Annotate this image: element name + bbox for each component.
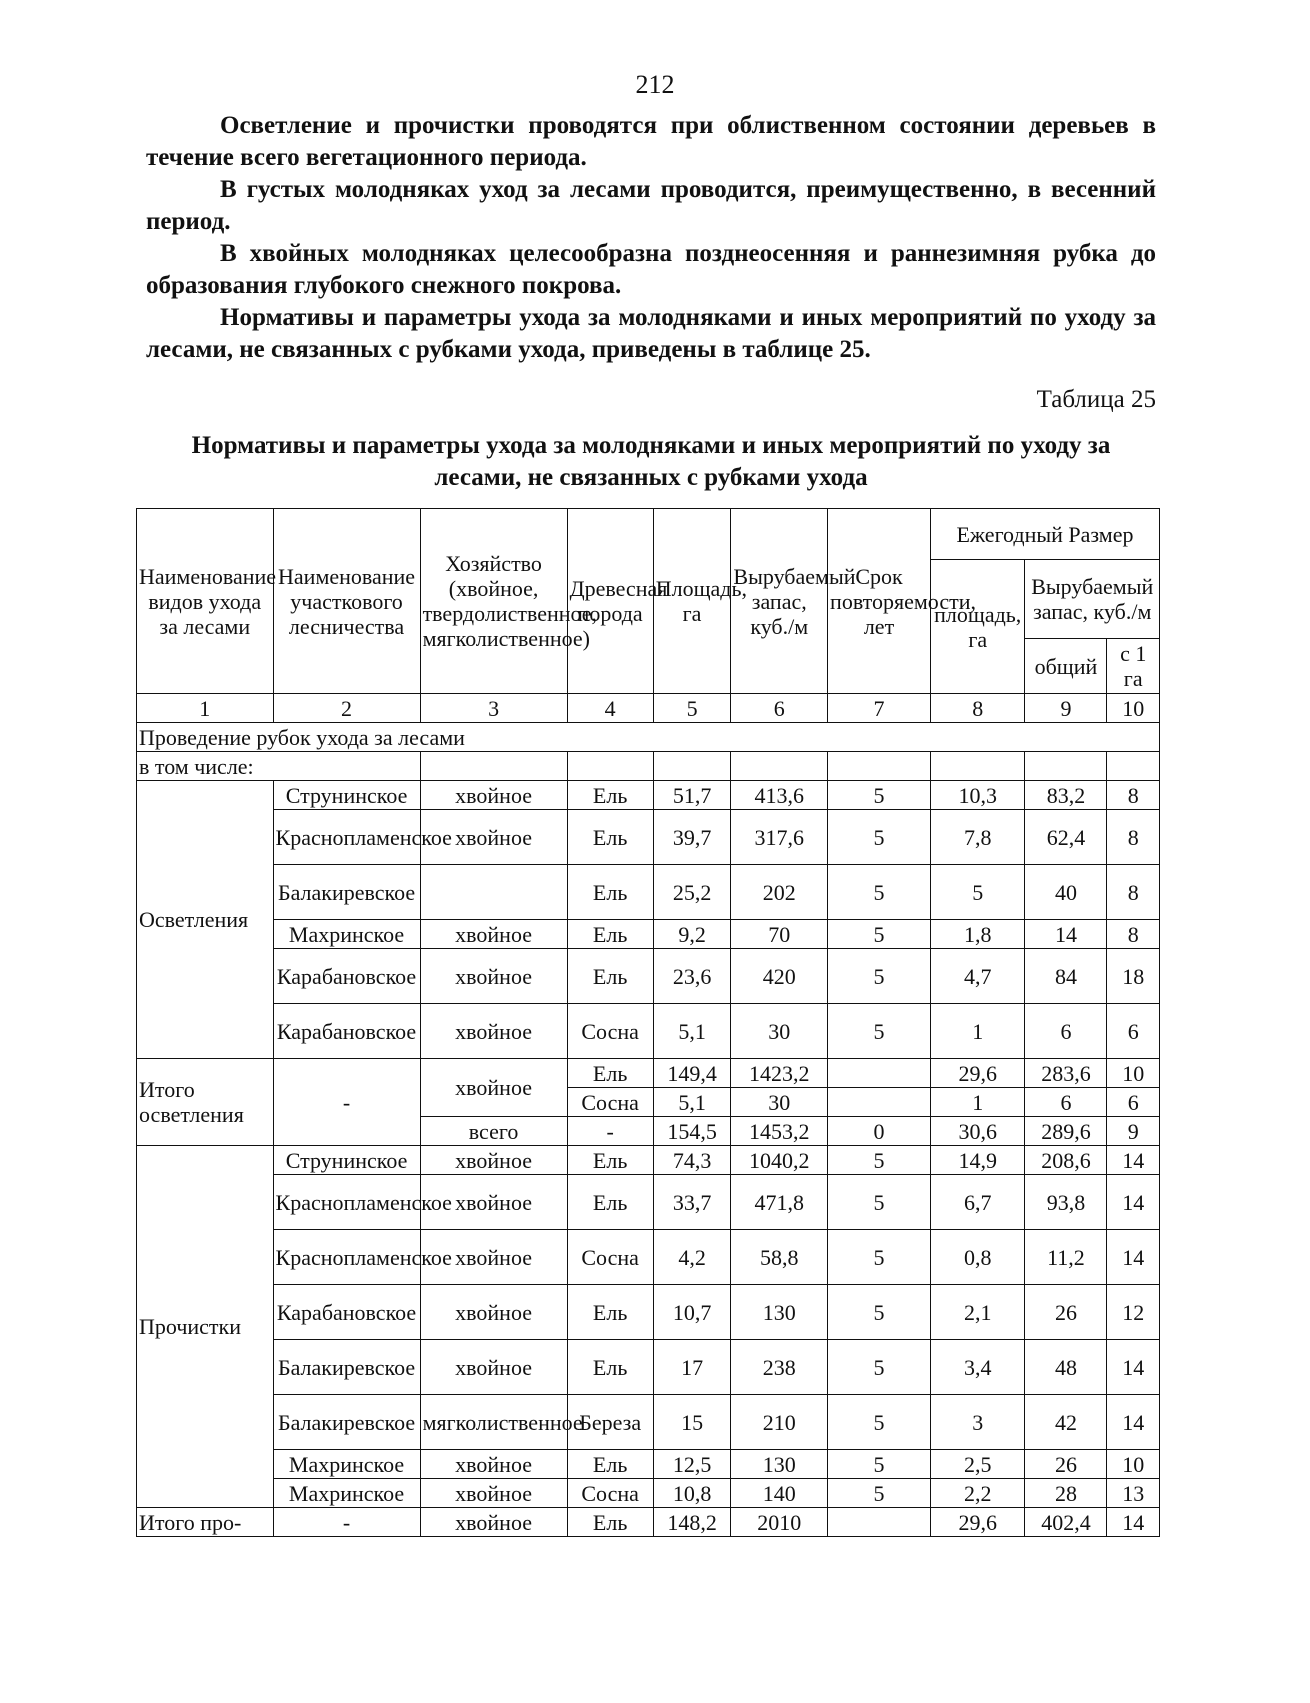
- table-cell: 18: [1107, 949, 1160, 1004]
- table-row: [137, 1450, 1160, 1479]
- table-cell: хвойное: [420, 1230, 567, 1285]
- table-cell: 6: [1025, 1088, 1107, 1117]
- section-row: [137, 723, 1160, 752]
- table-cell: 8: [1107, 781, 1160, 810]
- table-row: [137, 1230, 1160, 1285]
- table-cell: 3: [930, 1395, 1025, 1450]
- table-cell: Ель: [567, 1175, 653, 1230]
- table-cell: хвойное: [420, 1004, 567, 1059]
- table-cell: 10,3: [930, 781, 1025, 810]
- table-cell: Махринское: [273, 1479, 420, 1508]
- table-cell: 30: [731, 1004, 828, 1059]
- body-text: [146, 110, 1156, 366]
- table-cell: 29,6: [930, 1059, 1025, 1088]
- table-cell: 471,8: [731, 1175, 828, 1230]
- empty-cell: [1107, 752, 1160, 781]
- table-cell: 25,2: [653, 865, 731, 920]
- table-cell: 5: [828, 810, 931, 865]
- table-row: [137, 1340, 1160, 1395]
- table-cell: хвойное: [420, 781, 567, 810]
- table-cell: мягколиственное: [420, 1395, 567, 1450]
- table-cell: хвойное: [420, 920, 567, 949]
- paragraph: В густых молодняках уход за лесами проводится, преимущественно, в весенний период.: [146, 176, 1156, 235]
- table-cell: 17: [653, 1340, 731, 1395]
- table-cell: 289,6: [1025, 1117, 1107, 1146]
- table-cell: Краснопламенское: [273, 810, 420, 865]
- table-row: [137, 865, 1160, 920]
- table-cell: 10: [1107, 1059, 1160, 1088]
- subsection-title: в том числе:: [137, 752, 421, 781]
- column-number: 7: [828, 694, 931, 723]
- table-cell: -: [567, 1117, 653, 1146]
- table-cell: 39,7: [653, 810, 731, 865]
- table-row: [137, 1059, 1160, 1088]
- table-cell: Ель: [567, 1340, 653, 1395]
- table-row: [137, 920, 1160, 949]
- column-number: 6: [731, 694, 828, 723]
- table-cell: Краснопламенское: [273, 1175, 420, 1230]
- table-cell: 10,8: [653, 1479, 731, 1508]
- table-cell: 9: [1107, 1117, 1160, 1146]
- table-cell: 1,8: [930, 920, 1025, 949]
- table-cell: [828, 1059, 931, 1088]
- table-row: [137, 781, 1160, 810]
- table-cell: 30: [731, 1088, 828, 1117]
- column-number: 5: [653, 694, 731, 723]
- column-number: 9: [1025, 694, 1107, 723]
- header-cell: Ежегодный Размер: [930, 509, 1159, 560]
- empty-cell: [930, 752, 1025, 781]
- table-cell: 5: [828, 1146, 931, 1175]
- table-cell: 48: [1025, 1340, 1107, 1395]
- column-number: 4: [567, 694, 653, 723]
- table-cell: хвойное: [420, 949, 567, 1004]
- table-cell: 5,1: [653, 1004, 731, 1059]
- table-cell: Итого про-: [137, 1508, 274, 1537]
- table-cell: 6: [1107, 1004, 1160, 1059]
- table-cell: [828, 1088, 931, 1117]
- table-cell: 5: [828, 1479, 931, 1508]
- header-cell: Срок повторяемости, лет: [828, 509, 931, 694]
- table-cell: Ель: [567, 781, 653, 810]
- table-cell: 140: [731, 1479, 828, 1508]
- table-cell: 5,1: [653, 1088, 731, 1117]
- header-cell: Вырубаемый запас, куб./м: [1025, 560, 1160, 639]
- table-cell: 202: [731, 865, 828, 920]
- table-cell: 210: [731, 1395, 828, 1450]
- column-number: 10: [1107, 694, 1160, 723]
- table-cell: Струнинское: [273, 781, 420, 810]
- header-cell: Хозяйство (хвойное, твердолиственное, мягколиственное): [420, 509, 567, 694]
- table-cell: Сосна: [567, 1479, 653, 1508]
- table-cell: 9,2: [653, 920, 731, 949]
- table-cell: 5: [828, 1230, 931, 1285]
- table-cell: 402,4: [1025, 1508, 1107, 1537]
- table-cell: Ель: [567, 865, 653, 920]
- table-cell: хвойное: [420, 1175, 567, 1230]
- table-cell: Балакиревское: [273, 865, 420, 920]
- table-cell: 84: [1025, 949, 1107, 1004]
- table-cell: Краснопламенское: [273, 1230, 420, 1285]
- table-cell: 51,7: [653, 781, 731, 810]
- empty-cell: [1025, 752, 1107, 781]
- table-cell: 12: [1107, 1285, 1160, 1340]
- header-cell: Вырубаемый запас, куб./м: [731, 509, 828, 694]
- table-cell: Ель: [567, 1450, 653, 1479]
- table-cell: 5: [828, 920, 931, 949]
- table-cell: хвойное: [420, 1450, 567, 1479]
- group-label: Прочистки: [137, 1146, 274, 1508]
- table-cell: 0,8: [930, 1230, 1025, 1285]
- table-cell: 2010: [731, 1508, 828, 1537]
- empty-cell: [731, 752, 828, 781]
- table-cell: 420: [731, 949, 828, 1004]
- table-cell: 13: [1107, 1479, 1160, 1508]
- table-cell: 93,8: [1025, 1175, 1107, 1230]
- table-cell: хвойное: [420, 1285, 567, 1340]
- table-row: [137, 1175, 1160, 1230]
- table-cell: хвойное: [420, 1146, 567, 1175]
- table-cell: 62,4: [1025, 810, 1107, 865]
- table-cell: 208,6: [1025, 1146, 1107, 1175]
- paragraph: Осветление и прочистки проводятся при облиственном состоянии деревьев в течение всего вегетационного периода.: [146, 112, 1156, 171]
- table-cell: всего: [420, 1117, 567, 1146]
- table-cell: 2,5: [930, 1450, 1025, 1479]
- table-cell: Ель: [567, 1059, 653, 1088]
- table-cell: Карабановское: [273, 1285, 420, 1340]
- table-cell: 283,6: [1025, 1059, 1107, 1088]
- table-cell: 33,7: [653, 1175, 731, 1230]
- table-cell: Береза: [567, 1395, 653, 1450]
- header-cell: общий: [1025, 639, 1107, 694]
- table-cell: 14: [1107, 1175, 1160, 1230]
- empty-cell: [567, 752, 653, 781]
- table-cell: 42: [1025, 1395, 1107, 1450]
- table-cell: Ель: [567, 920, 653, 949]
- table-cell: 5: [828, 1004, 931, 1059]
- table-cell: 413,6: [731, 781, 828, 810]
- column-number: 2: [273, 694, 420, 723]
- table-cell: 130: [731, 1450, 828, 1479]
- table-cell: 7,8: [930, 810, 1025, 865]
- table-cell: 6: [1107, 1088, 1160, 1117]
- column-number: 8: [930, 694, 1025, 723]
- table-cell: 0: [828, 1117, 931, 1146]
- table-cell: 5: [828, 949, 931, 1004]
- table-cell: 70: [731, 920, 828, 949]
- table-row: [137, 949, 1160, 1004]
- table-cell: 6: [1025, 1004, 1107, 1059]
- column-number: 3: [420, 694, 567, 723]
- table-cell: 10,7: [653, 1285, 731, 1340]
- page-number: 212: [635, 70, 675, 99]
- table-cell: 2,2: [930, 1479, 1025, 1508]
- table-cell: Балакиревское: [273, 1395, 420, 1450]
- header-cell: площадь, га: [930, 560, 1025, 694]
- table-cell: 40: [1025, 865, 1107, 920]
- table-cell: 14: [1107, 1340, 1160, 1395]
- table-cell: 5: [828, 1395, 931, 1450]
- column-number-row: [137, 694, 1160, 723]
- table-cell: Ель: [567, 1146, 653, 1175]
- table-cell: 4,2: [653, 1230, 731, 1285]
- table-cell: 14: [1107, 1508, 1160, 1537]
- table-cell: Сосна: [567, 1088, 653, 1117]
- table-cell: 14: [1025, 920, 1107, 949]
- table-cell: 4,7: [930, 949, 1025, 1004]
- table-cell: 8: [1107, 865, 1160, 920]
- table-cell: [420, 865, 567, 920]
- table-cell: 5: [828, 1340, 931, 1395]
- table-cell: 1: [930, 1088, 1025, 1117]
- table-cell: 11,2: [1025, 1230, 1107, 1285]
- table-cell: 3,4: [930, 1340, 1025, 1395]
- table-cell: Ель: [567, 810, 653, 865]
- paragraph: В хвойных молодняках целесообразна позднеосенняя и раннезимняя рубка до образования глубокого снежного покрова.: [146, 240, 1156, 299]
- table-row: [137, 810, 1160, 865]
- table-cell: Ель: [567, 949, 653, 1004]
- table-cell: Сосна: [567, 1230, 653, 1285]
- table-cell: 148,2: [653, 1508, 731, 1537]
- table-cell: 30,6: [930, 1117, 1025, 1146]
- paragraph: Нормативы и параметры ухода за молодняками и иных мероприятий по уходу за лесами, не связанных с рубками ухода, приведены в таблице 25.: [146, 304, 1156, 363]
- table-cell: -: [273, 1508, 420, 1537]
- table-cell: Карабановское: [273, 949, 420, 1004]
- group-label: Итого осветления: [137, 1059, 274, 1146]
- table-cell: 28: [1025, 1479, 1107, 1508]
- table-row: [137, 1395, 1160, 1450]
- table-cell: 58,8: [731, 1230, 828, 1285]
- table-cell: 12,5: [653, 1450, 731, 1479]
- table-cell: 1040,2: [731, 1146, 828, 1175]
- header-cell: Площадь, га: [653, 509, 731, 694]
- table-cell: 15: [653, 1395, 731, 1450]
- table-cell: 5: [828, 865, 931, 920]
- table-cell: 5: [828, 1285, 931, 1340]
- table-cell: 154,5: [653, 1117, 731, 1146]
- section-title: Проведение рубок ухода за лесами: [137, 723, 1160, 752]
- group-label: Осветления: [137, 781, 274, 1059]
- table-cell: хвойное: [420, 810, 567, 865]
- table-cell: 14,9: [930, 1146, 1025, 1175]
- table-cell: 26: [1025, 1450, 1107, 1479]
- norms-table: [136, 508, 1160, 1537]
- table-cell: хвойное: [420, 1059, 567, 1117]
- table-cell: 6,7: [930, 1175, 1025, 1230]
- table-cell: хвойное: [420, 1340, 567, 1395]
- table-cell: 130: [731, 1285, 828, 1340]
- table-cell: 5: [828, 1450, 931, 1479]
- table-cell: 1453,2: [731, 1117, 828, 1146]
- table-row: [137, 1146, 1160, 1175]
- table-row: [137, 1004, 1160, 1059]
- table-cell: 14: [1107, 1230, 1160, 1285]
- table-cell: 5: [930, 865, 1025, 920]
- table-cell: Струнинское: [273, 1146, 420, 1175]
- header-row: [137, 509, 1160, 560]
- column-number: 1: [137, 694, 274, 723]
- table-cell: 14: [1107, 1146, 1160, 1175]
- table-cell: 83,2: [1025, 781, 1107, 810]
- table-cell: 8: [1107, 920, 1160, 949]
- subsection-row: [137, 752, 1160, 781]
- table-cell: 1423,2: [731, 1059, 828, 1088]
- header-cell: Наименование участкового лесничества: [273, 509, 420, 694]
- table-cell: 10: [1107, 1450, 1160, 1479]
- table-cell: 23,6: [653, 949, 731, 1004]
- table-cell: Махринское: [273, 920, 420, 949]
- header-cell: Древесная порода: [567, 509, 653, 694]
- table-cell: 149,4: [653, 1059, 731, 1088]
- table-cell: Сосна: [567, 1004, 653, 1059]
- table-cell: 14: [1107, 1395, 1160, 1450]
- table-cell: -: [273, 1059, 420, 1146]
- table-cell: 2,1: [930, 1285, 1025, 1340]
- table-cell: 1: [930, 1004, 1025, 1059]
- table-cell: хвойное: [420, 1479, 567, 1508]
- empty-cell: [420, 752, 567, 781]
- table-row: [137, 1285, 1160, 1340]
- table-row: [137, 1479, 1160, 1508]
- table-cell: Махринское: [273, 1450, 420, 1479]
- table-cell: 8: [1107, 810, 1160, 865]
- table-cell: [828, 1508, 931, 1537]
- table-cell: 317,6: [731, 810, 828, 865]
- table-cell: Ель: [567, 1508, 653, 1537]
- table-cell: 29,6: [930, 1508, 1025, 1537]
- table-cell: Карабановское: [273, 1004, 420, 1059]
- table-cell: 238: [731, 1340, 828, 1395]
- header-cell: Наименование видов ухода за лесами: [137, 509, 274, 694]
- table-cell: хвойное: [420, 1508, 567, 1537]
- table-label: Таблица 25: [1036, 386, 1156, 413]
- total-row: [137, 1508, 1160, 1537]
- table-cell: Балакиревское: [273, 1340, 420, 1395]
- table-cell: 74,3: [653, 1146, 731, 1175]
- table-cell: 5: [828, 1175, 931, 1230]
- table-cell: Ель: [567, 1285, 653, 1340]
- table-cell: 5: [828, 781, 931, 810]
- table-title: Нормативы и параметры ухода за молодняками и иных мероприятий по уходу за лесами, не связанных с рубками ухода: [191, 432, 1111, 491]
- header-cell: с 1 га: [1107, 639, 1160, 694]
- table-cell: 26: [1025, 1285, 1107, 1340]
- empty-cell: [828, 752, 931, 781]
- empty-cell: [653, 752, 731, 781]
